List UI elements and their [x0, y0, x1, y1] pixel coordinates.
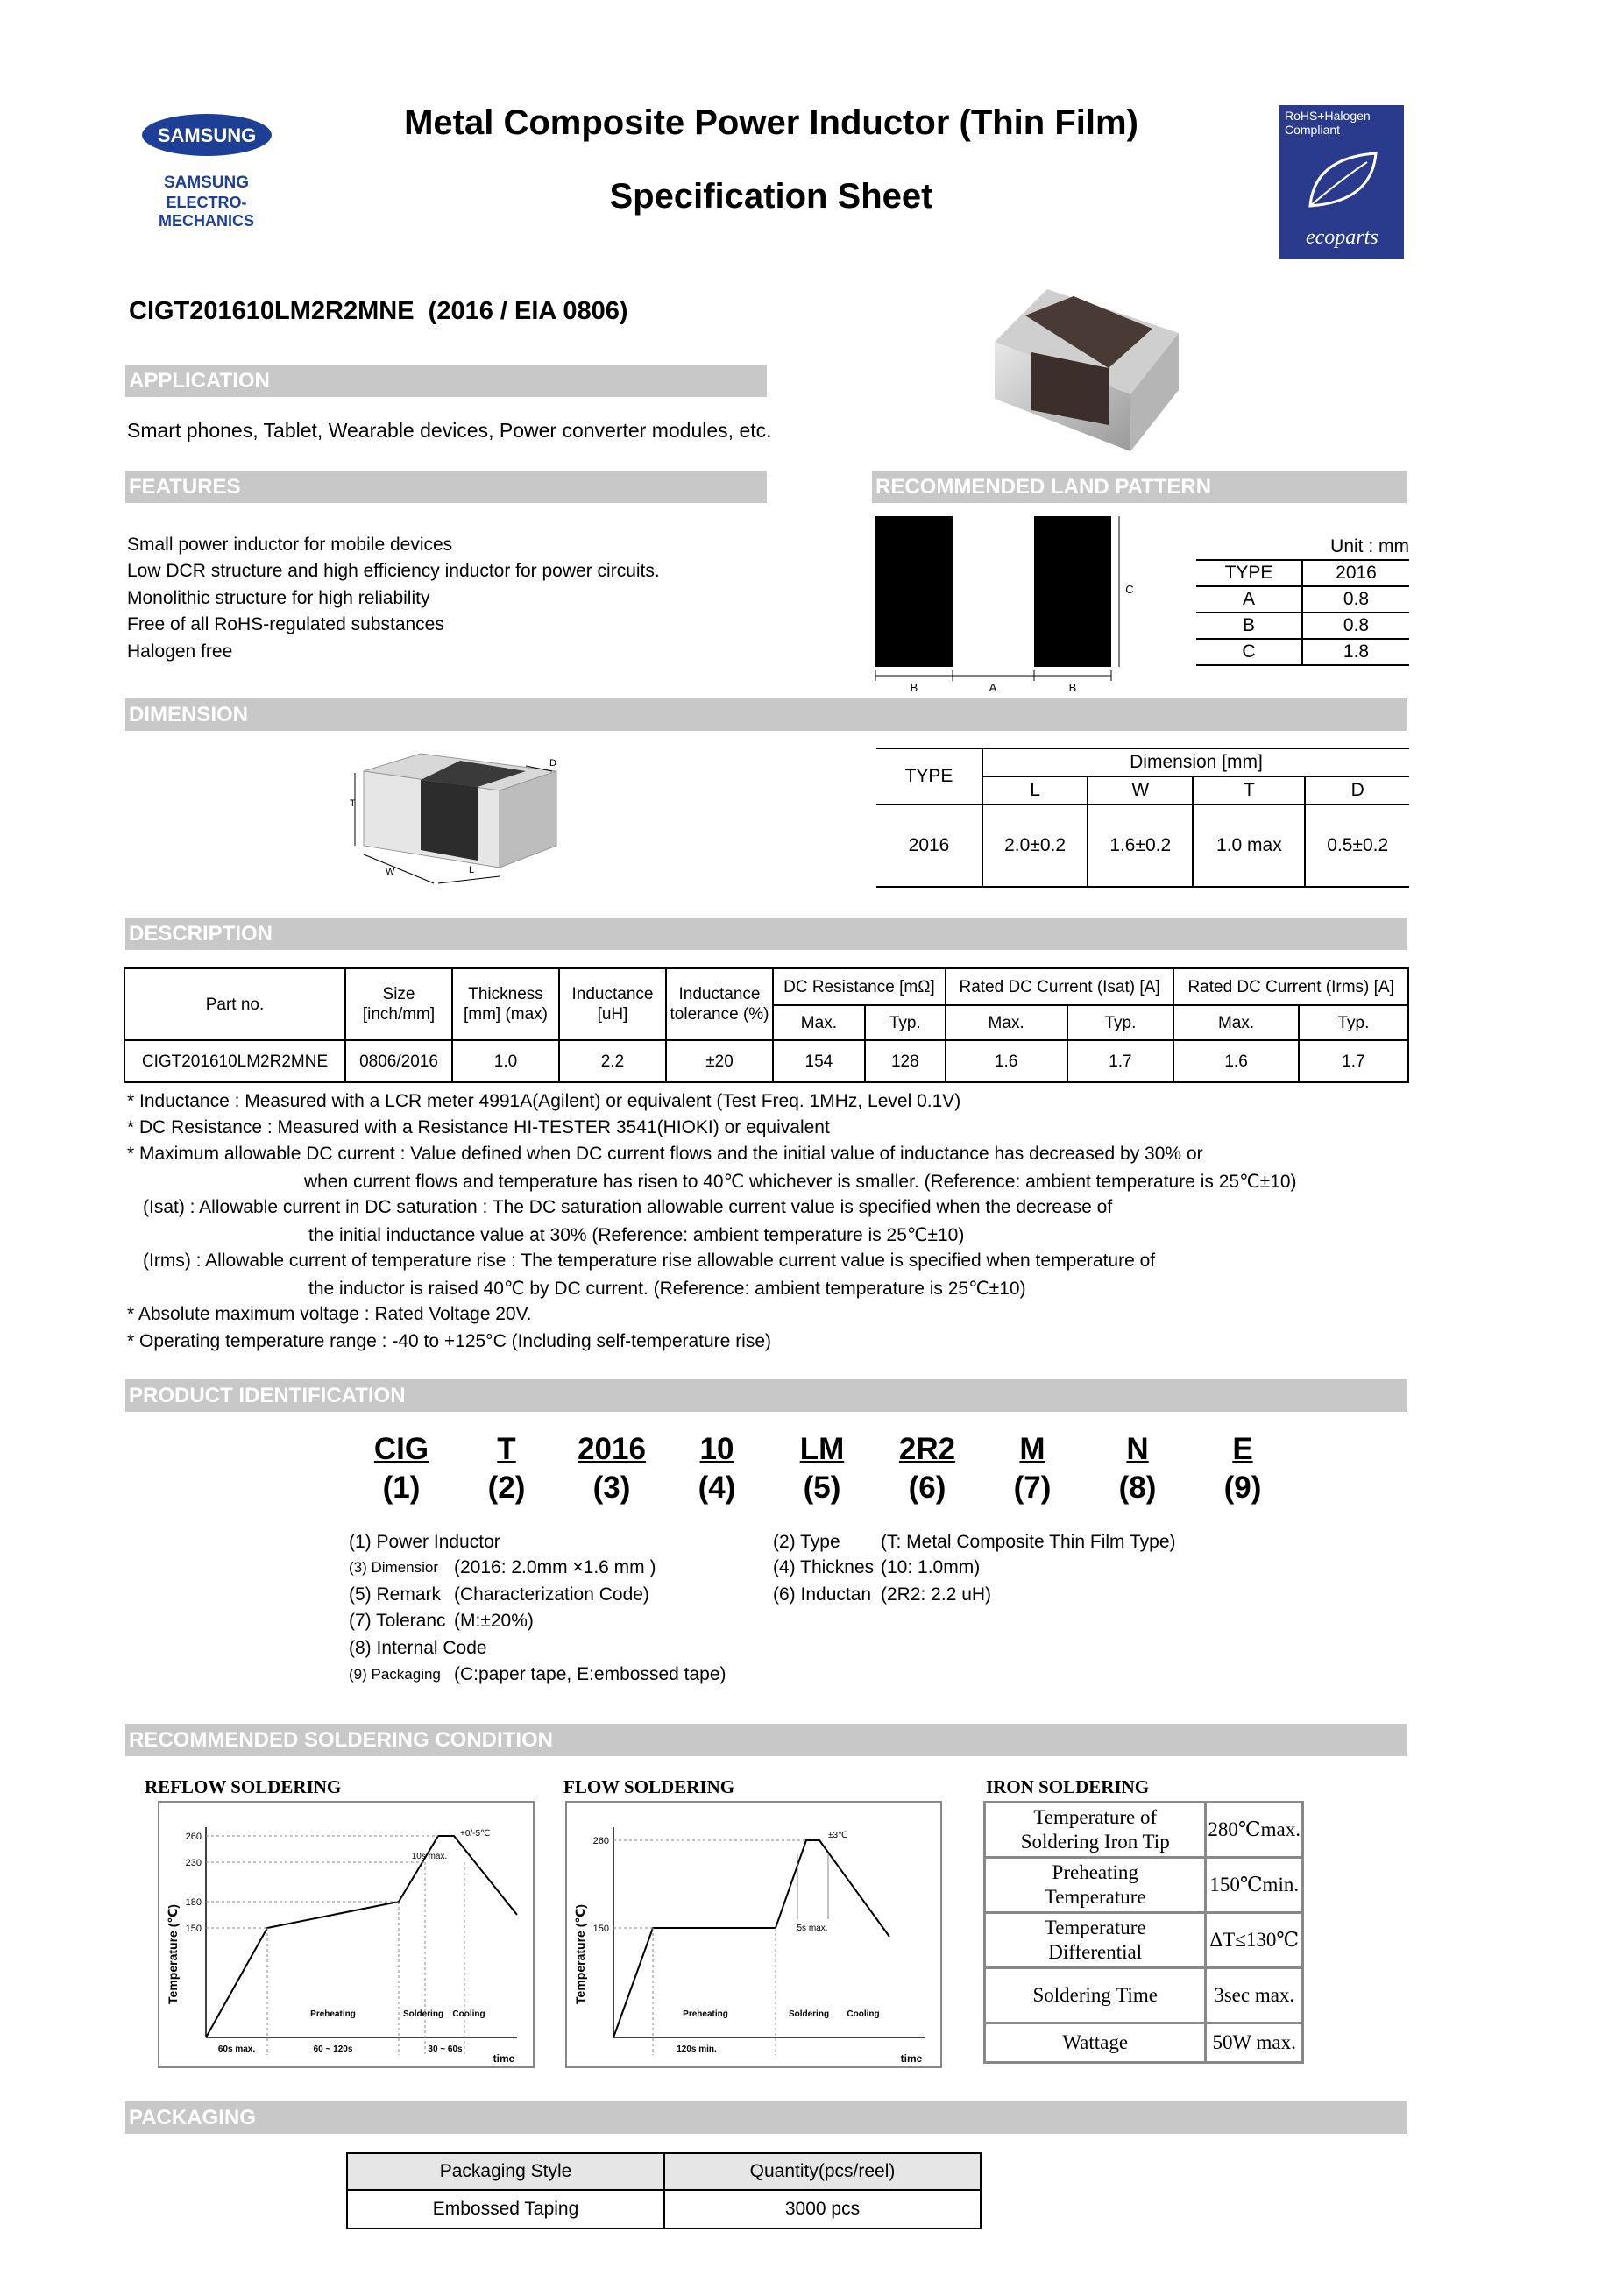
pid-def-value: (2016: 2.0mm ×1.6 mm ): [454, 1557, 656, 1577]
land-cell: A: [1196, 586, 1302, 613]
pid-num: (5): [803, 1470, 841, 1505]
pid-code: 2016: [578, 1432, 646, 1466]
flow-phase: Cooling: [847, 2009, 880, 2019]
desc-cell: 128: [865, 1040, 946, 1082]
reflow-title: REFLOW SOLDERING: [145, 1776, 342, 1797]
badge-brand: ecoparts: [1306, 226, 1378, 249]
feature-item: Free of all RoHS-regulated substances: [127, 614, 444, 634]
pid-num: (6): [908, 1470, 946, 1505]
pid-code: CIG: [373, 1432, 429, 1466]
dim-label-t: T: [350, 798, 356, 809]
desc-h-max: Max.: [946, 1005, 1067, 1040]
pid-def-label: (2) Type: [773, 1532, 840, 1552]
land-pattern-table: [1196, 535, 1409, 666]
reflow-time: 60s max.: [217, 2044, 256, 2054]
feature-item: Small power inductor for mobile devices: [127, 535, 453, 555]
note-line: (Isat) : Allowable current in DC saturation : The DC saturation allowable current value is specified when the decrease of: [143, 1197, 1113, 1217]
desc-cell: CIGT201610LM2R2MNE: [124, 1040, 345, 1082]
iron-title: IRON SOLDERING: [986, 1776, 1150, 1797]
page-title: Metal Composite Power Inductor (Thin Film): [404, 103, 1138, 142]
feature-item: Monolithic structure for high reliability: [127, 588, 430, 608]
pid-def-label: (8) Internal Code: [349, 1638, 487, 1658]
land-cell: 1.8: [1302, 639, 1409, 665]
flow-phase: Preheating: [683, 2009, 728, 2019]
note-line: the inductor is raised 40℃ by DC current. (Reference: ambient temperature is 25℃±10): [308, 1279, 1026, 1299]
iron-value: 280℃max.: [1206, 1803, 1303, 1858]
desc-h-size: Size [inch/mm]: [345, 968, 452, 1040]
dim-col: W: [1088, 776, 1193, 804]
desc-cell: 1.7: [1299, 1040, 1408, 1082]
application-header: APPLICATION: [125, 365, 767, 397]
land-label-b2: B: [1068, 681, 1077, 694]
pid-def-value: (T: Metal Composite Thin Film Type): [881, 1532, 1176, 1552]
pack-h1: Packaging Style: [347, 2153, 664, 2190]
reflow-time: 60 ~ 120s: [313, 2044, 353, 2054]
desc-cell: 1.7: [1067, 1040, 1174, 1082]
desc-h-max: Max.: [773, 1005, 865, 1040]
land-cell: 0.8: [1302, 613, 1409, 639]
note-line: * Inductance : Measured with a LCR meter 4991A(Agilent) or equivalent (Test Freq. 1MHz, Level 0.1V): [127, 1091, 961, 1111]
dimension-diagram: [346, 736, 565, 894]
land-unit: Unit : mm: [1330, 536, 1409, 556]
land-pattern-header: RECOMMENDED LAND PATTERN: [872, 471, 1407, 503]
pid-def-value: (2R2: 2.2 uH): [881, 1584, 992, 1605]
dim-value: 1.0 max: [1193, 804, 1305, 887]
dimension-header: DIMENSION: [125, 698, 1407, 731]
reflow-phase: Soldering: [402, 2009, 444, 2019]
dim-value: 1.6±0.2: [1088, 804, 1193, 887]
dim-type-value: 2016: [876, 804, 982, 887]
logo-sub1: SAMSUNG: [163, 174, 250, 192]
pid-code: 2R2: [898, 1432, 956, 1466]
application-text: Smart phones, Tablet, Wearable devices, Power converter modules, etc.: [127, 419, 772, 442]
pid-num: (7): [1013, 1470, 1052, 1505]
iron-label: Soldering Time: [985, 1968, 1206, 2023]
desc-h-ind: Inductance [uH]: [559, 968, 666, 1040]
pid-num: (1): [382, 1470, 421, 1505]
reflow-phase: Cooling: [452, 2009, 485, 2019]
dim-value: 2.0±0.2: [982, 804, 1088, 887]
reflow-chart: [158, 1801, 535, 2068]
reflow-ytick: 260: [185, 1832, 202, 1842]
reflow-ytick: 230: [185, 1858, 202, 1868]
pack-r2: 3000 pcs: [664, 2190, 981, 2229]
land-label-c: C: [1125, 583, 1134, 596]
dim-group-label: Dimension [mm]: [982, 748, 1409, 776]
flow-five: 5s max.: [797, 1924, 828, 1933]
desc-h-typ: Typ.: [1299, 1005, 1408, 1040]
badge-line2: Compliant: [1285, 123, 1341, 137]
flow-xlabel: time: [900, 2052, 923, 2065]
leaf-icon: [1297, 140, 1389, 219]
pid-code: E: [1232, 1432, 1253, 1466]
dim-label-l: L: [469, 865, 475, 875]
dim-label-w: W: [386, 867, 395, 877]
note-line: * Absolute maximum voltage : Rated Voltage 20V.: [127, 1304, 532, 1324]
desc-cell: 1.6: [946, 1040, 1067, 1082]
pid-num: (2): [487, 1470, 526, 1505]
soldering-header: RECOMMENDED SOLDERING CONDITION: [125, 1724, 1407, 1756]
pid-num: (9): [1223, 1470, 1262, 1505]
desc-h-typ: Typ.: [1067, 1005, 1174, 1040]
note-line: (Irms) : Allowable current of temperature rise : The temperature rise allowable current value is specified when temperature of: [143, 1251, 1156, 1271]
land-label-a: A: [989, 681, 997, 694]
pid-num: (8): [1118, 1470, 1157, 1505]
pid-num: (4): [698, 1470, 736, 1505]
pid-def-label: (7) Toleranc: [349, 1611, 446, 1631]
dim-col: D: [1305, 776, 1409, 804]
pid-def-value: (M:±20%): [454, 1611, 534, 1631]
packaging-table: [346, 2152, 982, 2229]
land-col2: 2016: [1302, 560, 1409, 586]
flow-phase: Soldering: [788, 2009, 830, 2019]
flow-ytick: 150: [592, 1924, 609, 1934]
dim-col: T: [1193, 776, 1305, 804]
pid-def-label: (3) Dimensior: [349, 1559, 439, 1576]
chip-image: [986, 280, 1187, 456]
reflow-time: 30 ~ 60s: [428, 2044, 463, 2054]
feature-item: Halogen free: [127, 641, 233, 662]
badge-line1: RoHS+Halogen: [1285, 109, 1371, 123]
page-subtitle: Specification Sheet: [609, 177, 933, 216]
iron-label: Temperature Differential: [985, 1913, 1206, 1968]
pid-def-value: (C:paper tape, E:embossed tape): [454, 1664, 726, 1684]
pack-r1: Embossed Taping: [347, 2190, 664, 2229]
land-col1: TYPE: [1196, 560, 1302, 586]
iron-value: ΔT≤130℃: [1206, 1913, 1303, 1968]
desc-h-thick: Thickness [mm] (max): [452, 968, 559, 1040]
reflow-ytick: 150: [185, 1924, 202, 1934]
pid-num: (3): [592, 1470, 631, 1505]
iron-value: 3sec max.: [1206, 1968, 1303, 2023]
dimension-table: [876, 748, 1409, 888]
part-heading: CIGT201610LM2R2MNE (2016 / EIA 0806): [129, 297, 628, 325]
samsung-logo: [140, 110, 273, 159]
land-cell: C: [1196, 639, 1302, 665]
iron-label: Preheating Temperature: [985, 1858, 1206, 1913]
pid-code: 10: [699, 1432, 734, 1466]
iron-label: Temperature of Soldering Iron Tip: [985, 1803, 1206, 1858]
description-header: DESCRIPTION: [125, 918, 1407, 950]
flow-time: 120s min.: [677, 2044, 717, 2054]
pid-code: T: [497, 1432, 516, 1466]
desc-cell: 0806/2016: [345, 1040, 452, 1082]
dim-col: L: [982, 776, 1088, 804]
land-cell: B: [1196, 613, 1302, 639]
note-line: * Operating temperature range : -40 to +125°C (Including self-temperature rise): [127, 1331, 772, 1351]
reflow-xlabel: time: [493, 2052, 515, 2065]
desc-cell: 154: [773, 1040, 865, 1082]
desc-h-dcr: DC Resistance [mΩ]: [773, 968, 946, 1005]
desc-h-max: Max.: [1173, 1005, 1299, 1040]
desc-cell: 2.2: [559, 1040, 666, 1082]
pid-def-label: (9) Packaging: [349, 1666, 441, 1683]
desc-cell: 1.0: [452, 1040, 559, 1082]
desc-cell: 1.6: [1173, 1040, 1299, 1082]
pid-def-value: (10: 1.0mm): [881, 1557, 981, 1577]
flow-peak: ±3℃: [828, 1831, 848, 1840]
pid-code: N: [1126, 1432, 1149, 1466]
note-line: * DC Resistance : Measured with a Resistance HI-TESTER 3541(HIOKI) or equivalent: [127, 1117, 830, 1137]
reflow-ten: 10s max.: [411, 1852, 448, 1861]
note-line: the initial inductance value at 30% (Reference: ambient temperature is 25℃±10): [308, 1225, 965, 1245]
land-cell: 0.8: [1302, 586, 1409, 613]
flow-title: FLOW SOLDERING: [563, 1776, 735, 1797]
product-id-header: PRODUCT IDENTIFICATION: [125, 1379, 1407, 1412]
pid-def-value: (Characterization Code): [454, 1584, 649, 1605]
iron-value: 150℃min.: [1206, 1858, 1303, 1913]
dim-value: 0.5±0.2: [1305, 804, 1409, 887]
packaging-header: PACKAGING: [125, 2101, 1407, 2134]
flow-ytick: 260: [592, 1836, 609, 1846]
description-table: [124, 967, 1409, 1083]
pid-def-label: (6) Inductan: [773, 1584, 872, 1605]
dim-label-d: D: [549, 758, 556, 769]
flow-chart: [565, 1801, 942, 2068]
reflow-peak: +0/-5℃: [460, 1829, 491, 1839]
iron-table: [983, 1801, 1304, 2064]
logo-sub2: ELECTRO-MECHANICS: [158, 194, 254, 230]
dim-type-label: TYPE: [876, 748, 982, 804]
desc-h-irms: Rated DC Current (Irms) [A]: [1173, 968, 1408, 1005]
logo-brand: SAMSUNG: [157, 124, 257, 146]
features-header: FEATURES: [125, 471, 767, 503]
pid-def-label: (1) Power Inductor: [349, 1532, 500, 1552]
reflow-ytick: 180: [185, 1897, 202, 1908]
note-line: * Maximum allowable DC current : Value defined when DC current flows and the initial value of inductance has decreased by 30% or: [127, 1144, 1203, 1164]
desc-h-tol: Inductance tolerance (%): [666, 968, 773, 1040]
land-label-b1: B: [910, 681, 918, 694]
desc-h-typ: Typ.: [865, 1005, 946, 1040]
flow-ylabel: Temperature (℃): [573, 1904, 587, 2004]
desc-h-isat: Rated DC Current (Isat) [A]: [946, 968, 1174, 1005]
pid-def-label: (4) Thicknes: [773, 1557, 875, 1577]
iron-value: 50W max.: [1206, 2023, 1303, 2063]
desc-h-part: Part no.: [124, 968, 345, 1040]
pid-code: LM: [799, 1432, 845, 1466]
desc-cell: ±20: [666, 1040, 773, 1082]
reflow-phase: Preheating: [310, 2009, 356, 2019]
feature-item: Low DCR structure and high efficiency inductor for power circuits.: [127, 561, 660, 581]
rohs-badge: [1279, 105, 1404, 259]
land-pattern-diagram: [872, 513, 1152, 697]
note-line: when current flows and temperature has risen to 40℃ whichever is smaller. (Reference: ambient temperature is 25℃±10): [304, 1172, 1297, 1192]
pack-h2: Quantity(pcs/reel): [664, 2153, 981, 2190]
pid-def-label: (5) Remark: [349, 1584, 442, 1605]
reflow-ylabel: Temperature (℃): [166, 1904, 180, 2004]
iron-label: Wattage: [985, 2023, 1206, 2063]
pid-code: M: [1019, 1432, 1045, 1466]
